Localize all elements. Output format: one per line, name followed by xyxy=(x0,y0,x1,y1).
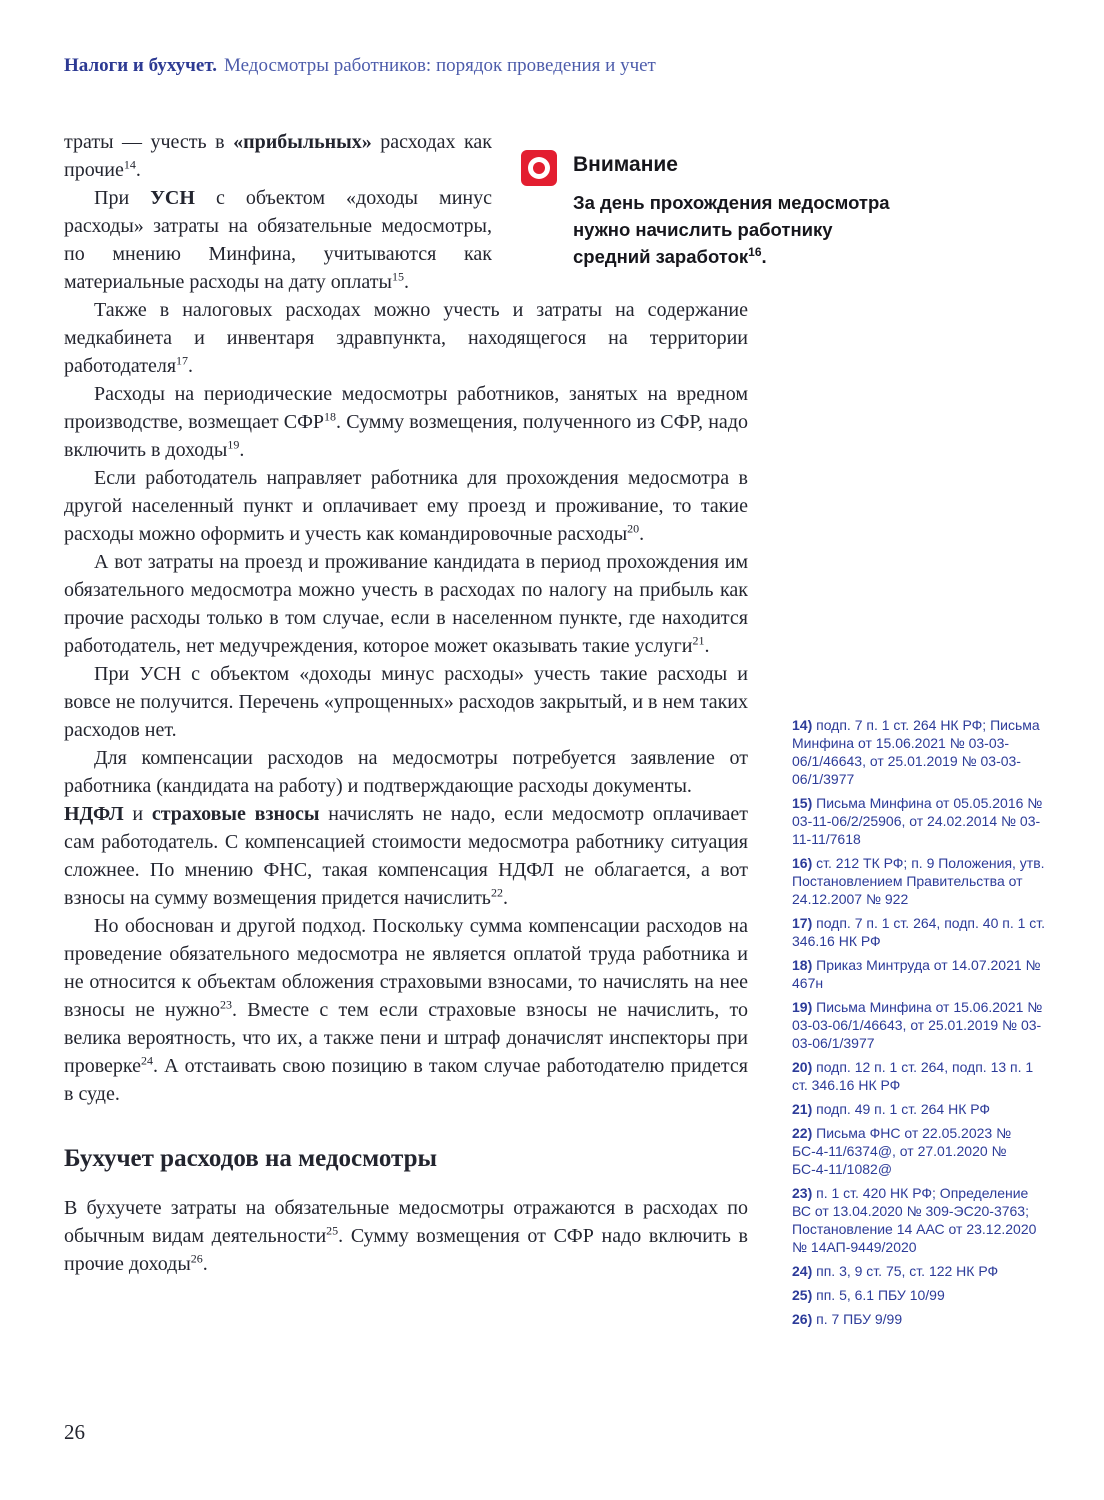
body-paragraph xyxy=(64,1194,748,1278)
footnote-ref: 22 xyxy=(490,885,503,900)
footnote xyxy=(792,1100,1046,1118)
text-run: . xyxy=(403,271,409,293)
footnote-number: 19) xyxy=(792,999,817,1015)
text-run: За день прохождения медосмотра нужно начислить работнику средний заработок xyxy=(573,192,890,267)
footnote-number: 17) xyxy=(792,915,817,931)
attention-icon-dot xyxy=(533,162,545,174)
text-run: Также в налоговых расходах можно учесть и затраты на содержание медкабинета и инвентаря здравпункта, находящегося на территории работодателя xyxy=(64,299,748,377)
text-run: . xyxy=(639,523,645,545)
text-run: . А отстаивать свою позицию в таком случае работодателю придется в суде. xyxy=(64,1055,748,1105)
footnote xyxy=(792,1262,1046,1280)
footnote xyxy=(792,1286,1046,1304)
footnote xyxy=(792,794,1046,848)
footnote-number: 21) xyxy=(792,1101,817,1117)
footnote-text: подп. 12 п. 1 ст. 264, подп. 13 п. 1 ст. 346.16 НК РФ xyxy=(792,1059,1034,1093)
text-run: Для компенсации расходов на медосмотры потребуется заявление от работника (кандидата на работу) и подтверждающие расходы документы. xyxy=(64,747,748,797)
footnote-number: 24) xyxy=(792,1263,817,1279)
body-paragraph xyxy=(64,744,748,800)
text-run: траты — учесть в xyxy=(64,131,234,153)
footnote-text: Письма ФНС от 22.05.2023 № БС-4-11/6374@, от 27.01.2020 № БС-4-11/1082@ xyxy=(792,1125,1012,1177)
body-paragraph xyxy=(64,800,748,912)
footnote-text: подп. 7 п. 1 ст. 264, подп. 40 п. 1 ст. 346.16 НК РФ xyxy=(792,915,1046,949)
footnote xyxy=(792,854,1046,908)
text-run: Если работодатель направляет работника для прохождения медосмотра в другой населенный пункт и оплачивает ему проезд и проживание, то такие расходы можно оформить и учесть как командировочные расходы xyxy=(64,467,748,545)
text-run: При xyxy=(94,187,151,209)
text-run: А вот затраты на проезд и проживание кандидата в период прохождения им обязательного медосмотра можно учесть в расходах по налогу на прибыль как прочие расходы только в том случае, если в населенном пункте, где находится работодатель, нет медучреждения, которое может оказывать такие услуги xyxy=(64,551,748,657)
page-number: 26 xyxy=(64,1420,85,1444)
footnote-number: 26) xyxy=(792,1311,817,1327)
footnote xyxy=(792,998,1046,1052)
text-run: расходах как прочие xyxy=(64,131,492,181)
footnote-ref: 18 xyxy=(324,409,337,424)
footnote-number: 18) xyxy=(792,957,817,973)
footnote-ref: 14 xyxy=(123,157,136,172)
footnote xyxy=(792,1184,1046,1256)
text-run: НДФЛ xyxy=(64,803,124,825)
footnote-text: пп. 3, 9 ст. 75, ст. 122 НК РФ xyxy=(816,1263,999,1279)
body-paragraph xyxy=(64,464,748,548)
page-header xyxy=(64,54,656,78)
footnote xyxy=(792,914,1046,950)
text-run: . Сумму возмещения, полученного из СФР, надо включить в доходы xyxy=(64,411,748,461)
text-run: . xyxy=(188,355,194,377)
text-run: начислять не надо, если медосмотр оплачивает сам работодатель. С компенсацией стоимости медосмотра работнику ситуация сложнее. По мнению ФНС, такая компенсация НДФЛ не облагается, а вот взносы на сумму возмещения придется начислить xyxy=(64,803,748,909)
body-paragraph xyxy=(64,548,748,660)
footnote-text: п. 7 ПБУ 9/99 xyxy=(816,1311,903,1327)
footnote-ref: 19 xyxy=(227,437,240,452)
footnote-number: 20) xyxy=(792,1059,817,1075)
footnote-text: Письма Минфина от 05.05.2016 № 03-11-06/2/25906, от 24.02.2014 № 03-11-11/7618 xyxy=(792,795,1043,847)
footnote-text: подп. 49 п. 1 ст. 264 НК РФ xyxy=(816,1101,991,1117)
attention-icon xyxy=(521,150,557,186)
body-paragraph xyxy=(64,380,748,464)
footnote-number: 22) xyxy=(792,1125,817,1141)
footnote-ref: 25 xyxy=(326,1223,339,1238)
text-run: В бухучете затраты на обязательные медосмотры отражаются в расходах по обычным видам деятельности xyxy=(64,1197,748,1247)
footnote-ref: 24 xyxy=(141,1053,154,1068)
footnote-ref: 23 xyxy=(219,997,232,1012)
body-paragraphs xyxy=(64,128,748,1108)
text-run: и xyxy=(123,803,152,825)
attention-icon-ring xyxy=(528,157,550,179)
body-paragraphs-after xyxy=(64,1194,748,1278)
footnote-ref: 21 xyxy=(692,633,705,648)
section-heading: Бухучет расходов на медосмотры xyxy=(64,1145,438,1172)
footnote xyxy=(792,1124,1046,1178)
text-run: УСН xyxy=(150,187,195,209)
header-section-label: Налоги и бухучет. xyxy=(64,55,217,76)
text-run: с объектом «доходы минус расходы» затраты на обязательные медосмотры, по мнению Минфина, учитываются как материальные расходы на дату оплаты xyxy=(64,187,492,293)
footnote-number: 16) xyxy=(792,855,817,871)
footnote xyxy=(792,956,1046,992)
footnote xyxy=(792,1310,1046,1328)
attention-content xyxy=(573,150,915,270)
text-run: «прибыльных» xyxy=(233,131,372,153)
footnote-ref: 15 xyxy=(391,269,404,284)
text-run: . Сумму возмещения от СФР надо включить в прочие доходы xyxy=(64,1225,748,1275)
text-run: При УСН с объектом «доходы минус расходы» учесть такие расходы и вовсе не получится. Перечень «упрощенных» расходов закрытый, и в нем таких расходов нет. xyxy=(64,663,748,741)
text-run: . xyxy=(135,159,141,181)
footnote-number: 14) xyxy=(792,717,817,733)
footnote-number: 25) xyxy=(792,1287,817,1303)
attention-text xyxy=(573,189,915,270)
text-run: страховые взносы xyxy=(151,803,320,825)
text-run: Расходы на периодические медосмотры работников, занятых на вредном производстве, возмещает СФР xyxy=(64,383,748,433)
footnote-text: подп. 7 п. 1 ст. 264 НК РФ; Письма Минфина от 15.06.2021 № 03-03-06/1/46643, от 25.01.2019 № 03-03-06/1/3977 xyxy=(792,717,1040,787)
footnote-ref: 16 xyxy=(748,244,762,259)
text-run: . xyxy=(502,887,508,909)
body-paragraph xyxy=(64,128,492,184)
footnote xyxy=(792,716,1046,788)
header-article-title: Медосмотры работников: порядок проведения и учет xyxy=(223,55,656,76)
body-paragraph xyxy=(64,912,748,1108)
text-run: . Вместе с тем если страховые взносы не начислить, то велика вероятность, что их, а также пени и штраф доначислят инспекторы при проверке xyxy=(64,999,748,1077)
footnote-ref: 17 xyxy=(176,353,189,368)
text-run: . xyxy=(202,1253,208,1275)
attention-callout xyxy=(521,150,923,270)
footnotes-column xyxy=(792,716,1046,1334)
footnote-text: ст. 212 ТК РФ; п. 9 Положения, утв. Постановлением Правительства от 24.12.2007 № 922 xyxy=(792,855,1045,907)
footnote-text: Письма Минфина от 15.06.2021 № 03-03-06/1/46643, от 25.01.2019 № 03-03-06/1/3977 xyxy=(792,999,1043,1051)
text-run: . xyxy=(704,635,710,657)
text-run: . xyxy=(761,246,767,267)
footnote-number: 15) xyxy=(792,795,817,811)
footnote xyxy=(792,1058,1046,1094)
article-body xyxy=(64,128,748,1278)
footnote-text: пп. 5, 6.1 ПБУ 10/99 xyxy=(816,1287,945,1303)
body-paragraph xyxy=(64,296,748,380)
body-paragraph xyxy=(64,184,492,296)
attention-title: Внимание xyxy=(573,153,678,176)
body-paragraph xyxy=(64,660,748,744)
footnote-ref: 26 xyxy=(190,1251,203,1266)
footnote-text: п. 1 ст. 420 НК РФ; Определение ВС от 13.04.2020 № 309-ЭС20-3763; Постановление 14 ААС от 23.12.2020 № 14АП-9449/2020 xyxy=(792,1185,1037,1255)
footnote-text: Приказ Минтруда от 14.07.2021 № 467н xyxy=(792,957,1041,991)
footnote-number: 23) xyxy=(792,1185,817,1201)
text-run: . xyxy=(239,439,245,461)
text-run: Но обоснован и другой подход. Поскольку сумма компенсации расходов на проведение обязательного медосмотра не является оплатой труда работника и не относится к объектам обложения страховыми взносами, то начислять на нее взносы не нужно xyxy=(64,915,748,1021)
footnote-ref: 20 xyxy=(627,521,640,536)
